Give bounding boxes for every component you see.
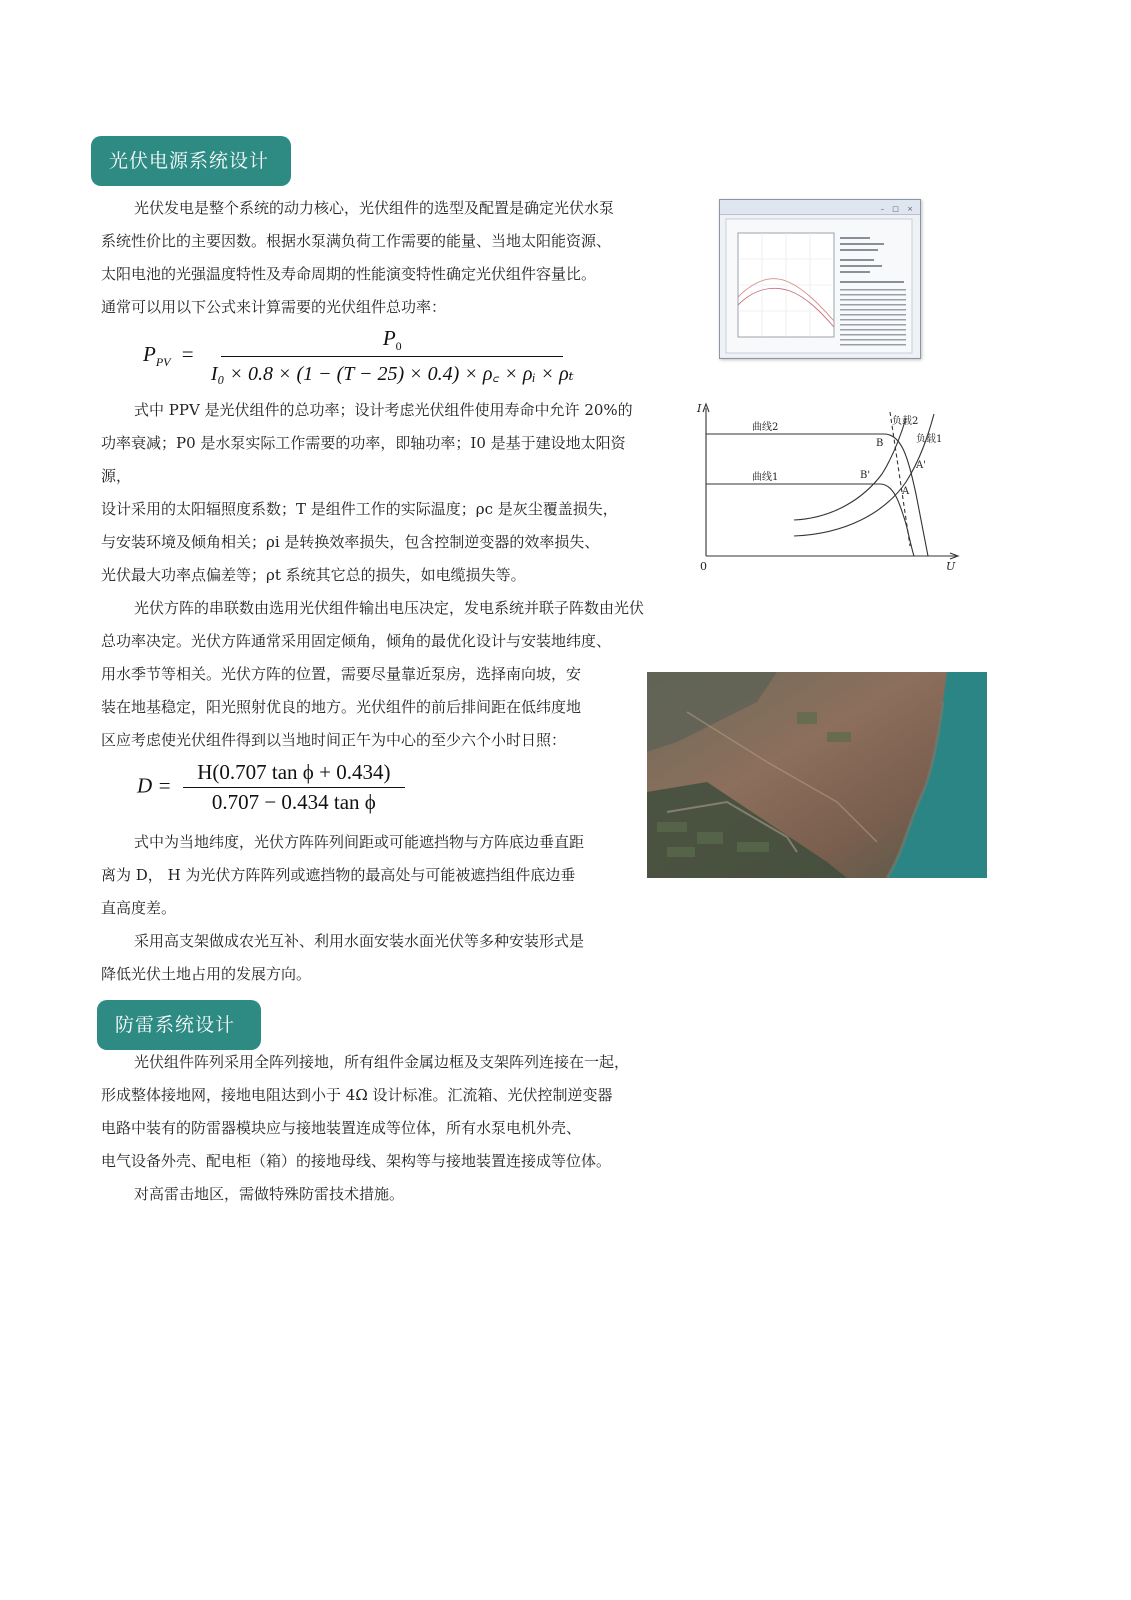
paragraph-installation-forms	[101, 925, 584, 991]
text-line: 直高度差。	[101, 899, 177, 917]
section-title-text: 光伏电源系统设计	[109, 150, 270, 172]
text-line: 系统性价比的主要因数。根据水泵满负荷工作需要的能量、当地太阳能资源、	[101, 232, 612, 250]
formula-denominator: 0.707 − 0.434 tan ϕ	[211, 790, 376, 814]
formula-fraction: $\frac{P_0}{\text{I₀ × 0.8 × (1 − (T − 25) × 0.4) × ρ꜀ × ρᵢ × ρₜ}}$	[205, 326, 580, 386]
x-axis-label: U	[946, 560, 956, 573]
paragraph-spacing-explain	[101, 826, 584, 925]
text-line: 光伏发电是整个系统的动力核心，光伏组件的选型及配置是确定光伏水泵	[134, 199, 615, 217]
mpp-dashed-line	[890, 412, 910, 546]
text-line: 用水季节等相关。光伏方阵的位置，需要尽量靠近泵房，选择南向坡，安	[101, 665, 582, 683]
load-1-label: 负载1	[916, 434, 943, 445]
text-line: 总功率决定。光伏方阵通常采用固定倾角，倾角的最优化设计与安装地纬度、	[101, 632, 612, 650]
text-line: 式中 PPV 是光伏组件的总功率；设计考虑光伏组件使用寿命中允许 20%的	[134, 401, 633, 419]
window-titlebar: – □ ×	[720, 200, 920, 215]
text-line: 功率衰减；P0 是水泵实际工作需要的功率，即轴功率；I0 是基于建设地太阳资	[101, 434, 626, 452]
point-a-prime-label: A'	[916, 460, 926, 471]
text-line: 与安装环境及倾角相关；ρi 是转换效率损失，包含控制逆变器的效率损失、	[101, 533, 600, 551]
point-b-label: B	[876, 438, 884, 449]
text-line: 电气设备外壳、配电柜（箱）的接地母线、架构等与接地装置连接成等位体。	[101, 1152, 612, 1170]
text-line: 通常可以用以下公式来计算需要的光伏组件总功率：	[101, 298, 447, 316]
formula-lhs: D =	[137, 773, 172, 798]
text-line: 离为 D， H 为光伏方阵阵列或遮挡物的最高处与可能被遮挡组件底边垂	[101, 866, 576, 884]
paragraph-array-layout	[101, 592, 644, 757]
paragraph-grounding	[101, 1046, 629, 1211]
text-line: 区应考虑使光伏组件得到以当地时间正午为中心的至少六个小时日照：	[101, 731, 567, 749]
formula-fraction	[183, 760, 405, 815]
text-line: 装在地基稳定，阳光照射优良的地方。光伏组件的前后排间距在低纬度地	[101, 698, 582, 716]
paragraph-variables	[101, 394, 633, 592]
formula-denominator: I₀ × 0.8 × (1 − (T − 25) × 0.4) × ρ꜀ × ρᵢ × ρₜ	[210, 363, 574, 386]
curve-2-label: 曲线2	[752, 422, 779, 433]
text-line: 光伏最大功率点偏差等；ρt 系统其它总的损失，如电缆损失等。	[101, 566, 526, 584]
text-line: 太阳电池的光强温度特性及寿命周期的性能演变特性确定光伏组件容量比。	[101, 265, 597, 283]
section-title-text: 防雷系统设计	[115, 1014, 236, 1036]
section-title-lightning	[97, 1000, 261, 1050]
formula-pv-power: $P_{PV}$ = $\frac{P_0}{\text{I₀ × 0.8 × (1 − (T − 25) × 0.4) × ρ꜀ × ρᵢ × ρₜ}}$	[143, 326, 580, 386]
text-line: 式中为当地纬度，光伏方阵阵列间距或可能遮挡物与方阵底边垂直距	[134, 833, 585, 851]
curve-1-label: 曲线1	[752, 472, 779, 483]
section-title-pv-power	[91, 136, 291, 186]
formula-numerator: H(0.707 tan ϕ + 0.434)	[183, 760, 405, 788]
text-line: 电路中装有的防雷器模块应与接地装置连成等位体，所有水泵电机外壳、	[101, 1119, 582, 1137]
text-line: 光伏方阵的串联数由选用光伏组件输出电压决定，发电系统并联子阵数由光伏	[134, 599, 645, 617]
text-line: 形成整体接地网，接地电阻达到小于 4Ω 设计标准。汇流箱、光伏控制逆变器	[101, 1086, 613, 1104]
curve-1-line	[706, 484, 914, 556]
text-line: 源，	[101, 467, 132, 485]
formula-row-spacing	[137, 760, 405, 815]
text-line: 设计采用的太阳辐照度系数；T 是组件工作的实际温度；ρc 是灰尘覆盖损失，	[101, 500, 618, 518]
load-2-label: 负载2	[892, 416, 919, 427]
text-line: 光伏组件阵列采用全阵列接地，所有组件金属边框及支架阵列连接在一起，	[134, 1053, 630, 1071]
aerial-photo	[647, 672, 987, 878]
origin-label: 0	[700, 560, 707, 573]
software-window-image	[719, 199, 921, 359]
formula-lhs: $P_{PV}$	[143, 341, 171, 370]
software-plot-image	[720, 215, 920, 357]
y-axis-label: I	[697, 402, 702, 415]
load-2-line	[794, 418, 906, 520]
text-line: 对高雷击地区，需做特殊防雷技术措施。	[134, 1185, 405, 1203]
text-line: 采用高支架做成农光互补、利用水面安装水面光伏等多种安装形式是	[134, 932, 585, 950]
text-line: 降低光伏土地占用的发展方向。	[101, 965, 312, 983]
point-b-prime-label: B'	[860, 470, 871, 481]
iv-curve-diagram	[694, 398, 964, 576]
point-a-label: A	[902, 486, 910, 497]
paragraph-intro	[101, 192, 614, 324]
